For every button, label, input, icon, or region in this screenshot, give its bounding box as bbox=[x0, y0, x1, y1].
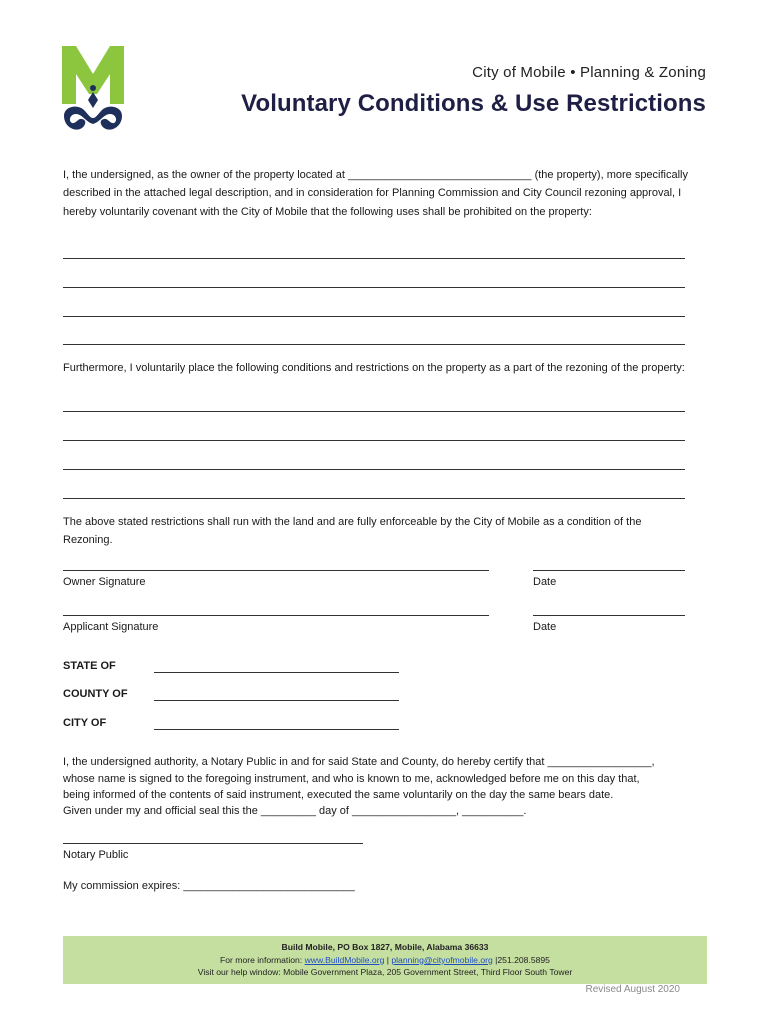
footer-help-window: Visit our help window: Mobile Government Plaza, 205 Government Street, Third Floor South Tower bbox=[197, 967, 573, 978]
applicant-date-line[interactable] bbox=[533, 615, 685, 616]
prohibited-use-line[interactable] bbox=[63, 258, 685, 259]
intro-text-start: I, the undersigned, as the owner of the property located at bbox=[63, 169, 345, 181]
footer-separator: | bbox=[386, 954, 389, 965]
condition-line[interactable] bbox=[63, 469, 685, 470]
city-of-line[interactable] bbox=[154, 729, 399, 730]
intro-text-end: (the property), more specifically described in the attached legal description, and in consideration for Planning Commission and City Council rezoning approval, I hereby voluntarily covenant with the City of Mobile that the following uses shall be prohibited on the property: bbox=[63, 169, 689, 218]
footer-phone: |251.208.5895 bbox=[495, 954, 550, 965]
website-link[interactable]: www.BuildMobile.org bbox=[304, 954, 385, 965]
footer-address: Build Mobile, PO Box 1827, Mobile, Alabama 36633 bbox=[281, 942, 489, 953]
county-of-line[interactable] bbox=[154, 700, 399, 701]
footer-info-line bbox=[63, 954, 707, 967]
property-address-blank[interactable]: ______________________________ bbox=[347, 169, 532, 181]
state-of-label: STATE OF bbox=[63, 660, 116, 672]
applicant-signature-line[interactable] bbox=[63, 615, 489, 616]
notary-text-line: Given under my and official seal this the _________ day of _________________, __________. bbox=[63, 805, 527, 817]
department-name: City of Mobile • Planning & Zoning bbox=[472, 64, 706, 81]
notary-text-line: I, the undersigned authority, a Notary Public in and for said State and County, do hereby certify that _________________, bbox=[63, 756, 655, 768]
owner-signature-label: Owner Signature bbox=[63, 576, 146, 588]
city-of-label: CITY OF bbox=[63, 717, 107, 729]
prohibited-use-line[interactable] bbox=[63, 344, 685, 345]
email-link[interactable]: planning@cityofmobile.org bbox=[391, 954, 493, 965]
prohibited-use-line[interactable] bbox=[63, 316, 685, 317]
footer-contact-box bbox=[63, 936, 707, 984]
prohibited-use-line[interactable] bbox=[63, 287, 685, 288]
notary-signature-line[interactable] bbox=[63, 843, 363, 844]
revised-date: Revised August 2020 bbox=[585, 984, 680, 995]
condition-line[interactable] bbox=[63, 498, 685, 499]
notary-public-label: Notary Public bbox=[63, 849, 129, 861]
owner-signature-line[interactable] bbox=[63, 570, 489, 571]
applicant-date-label: Date bbox=[533, 621, 557, 633]
intro-paragraph bbox=[63, 166, 689, 221]
notary-text-line: being informed of the contents of said instrument, executed the same voluntarily on the day the same bears date. bbox=[63, 789, 614, 801]
condition-line[interactable] bbox=[63, 440, 685, 441]
conditions-paragraph: Furthermore, I voluntarily place the following conditions and restrictions on the property as a part of the rezoning of the property: bbox=[63, 362, 685, 374]
owner-date-label: Date bbox=[533, 576, 557, 588]
county-of-label: COUNTY OF bbox=[63, 688, 128, 700]
footer-info-prefix: For more information: bbox=[220, 954, 303, 965]
page-title: Voluntary Conditions & Use Restrictions bbox=[241, 90, 706, 117]
run-with-land-paragraph: The above stated restrictions shall run with the land and are fully enforceable by the City of Mobile as a condition of the Rezoning. bbox=[63, 516, 642, 547]
owner-date-line[interactable] bbox=[533, 570, 685, 571]
city-of-mobile-logo-icon bbox=[60, 44, 126, 136]
commission-expires-field[interactable]: My commission expires: ____________________________ bbox=[63, 880, 355, 892]
state-of-line[interactable] bbox=[154, 672, 399, 673]
applicant-signature-label: Applicant Signature bbox=[63, 621, 159, 633]
condition-line[interactable] bbox=[63, 411, 685, 412]
notary-text-line: whose name is signed to the foregoing instrument, and who is known to me, acknowledged before me on this day that, bbox=[63, 773, 640, 785]
